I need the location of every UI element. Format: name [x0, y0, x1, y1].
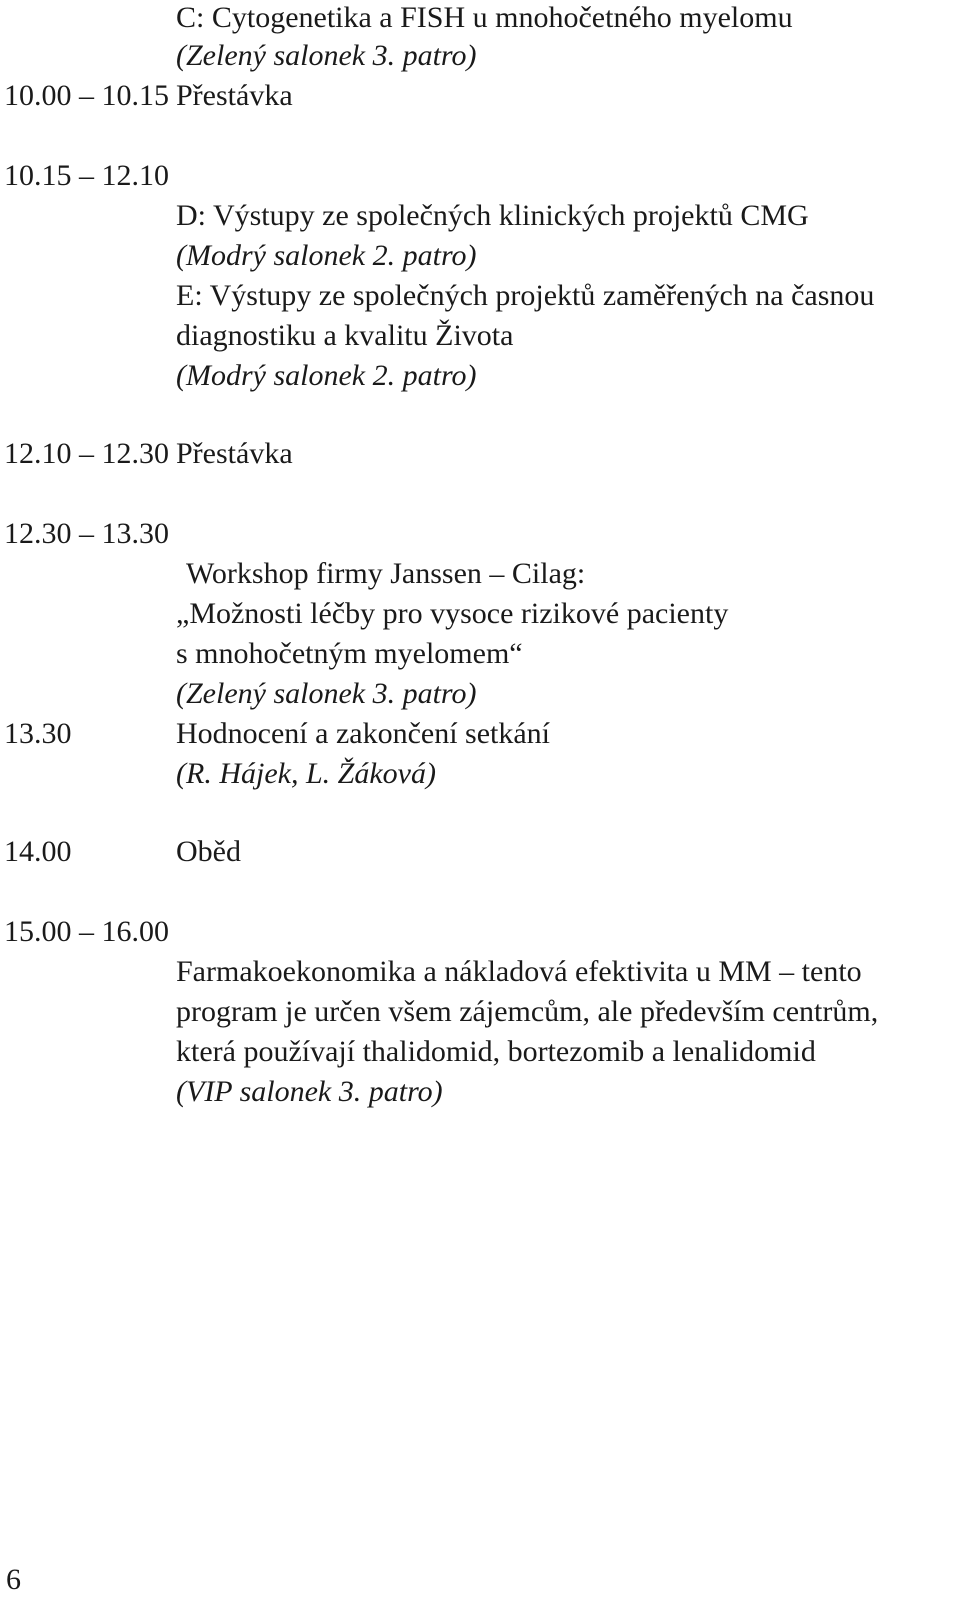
pharmaco-room: (VIP salonek 3. patro) — [176, 1075, 443, 1108]
session-d-room: (Modrý salonek 2. patro) — [176, 239, 477, 272]
workshop-room: (Zelený salonek 3. patro) — [176, 677, 477, 710]
workshop-subtitle-2: s mnohočetným myelomem“ — [176, 637, 523, 670]
time-pharmaco: 15.00 – 16.00 — [4, 915, 169, 948]
session-d-title: D: Výstupy ze společných klinických projektů CMG — [176, 199, 809, 232]
closing-speakers: (R. Hájek, L. Žáková) — [176, 757, 436, 790]
session-c-room: (Zelený salonek 3. patro) — [176, 39, 477, 72]
time-break-1: 10.00 – 10.15 — [4, 79, 169, 112]
session-e-title-2: diagnostiku a kvalitu Života — [176, 319, 514, 352]
workshop-subtitle-1: „Možnosti léčby pro vysoce rizikové pacienty — [176, 597, 729, 630]
time-break-2: 12.10 – 12.30 — [4, 437, 169, 470]
workshop-title: Workshop firmy Janssen – Cilag: — [186, 557, 586, 590]
session-c-title: C: Cytogenetika a FISH u mnohočetného myelomu — [176, 1, 793, 34]
pharmaco-line-3: která používají thalidomid, bortezomib a lenalidomid — [176, 1035, 816, 1068]
session-e-title-1: E: Výstupy ze společných projektů zaměřených na časnou — [176, 279, 875, 312]
session-e-room: (Modrý salonek 2. patro) — [176, 359, 477, 392]
time-de: 10.15 – 12.10 — [4, 159, 169, 192]
pharmaco-line-1: Farmakoekonomika a nákladová efektivita u MM – tento — [176, 955, 862, 988]
break-1-label: Přestávka — [176, 79, 293, 112]
closing-title: Hodnocení a zakončení setkání — [176, 717, 551, 750]
time-closing: 13.30 — [4, 717, 72, 750]
pharmaco-line-2: program je určen všem zájemcům, ale především centrům, — [176, 995, 879, 1028]
time-lunch: 14.00 — [4, 835, 72, 868]
lunch-label: Oběd — [176, 835, 241, 868]
time-workshop: 12.30 – 13.30 — [4, 517, 169, 550]
page-number: 6 — [6, 1563, 21, 1596]
break-2-label: Přestávka — [176, 437, 293, 470]
